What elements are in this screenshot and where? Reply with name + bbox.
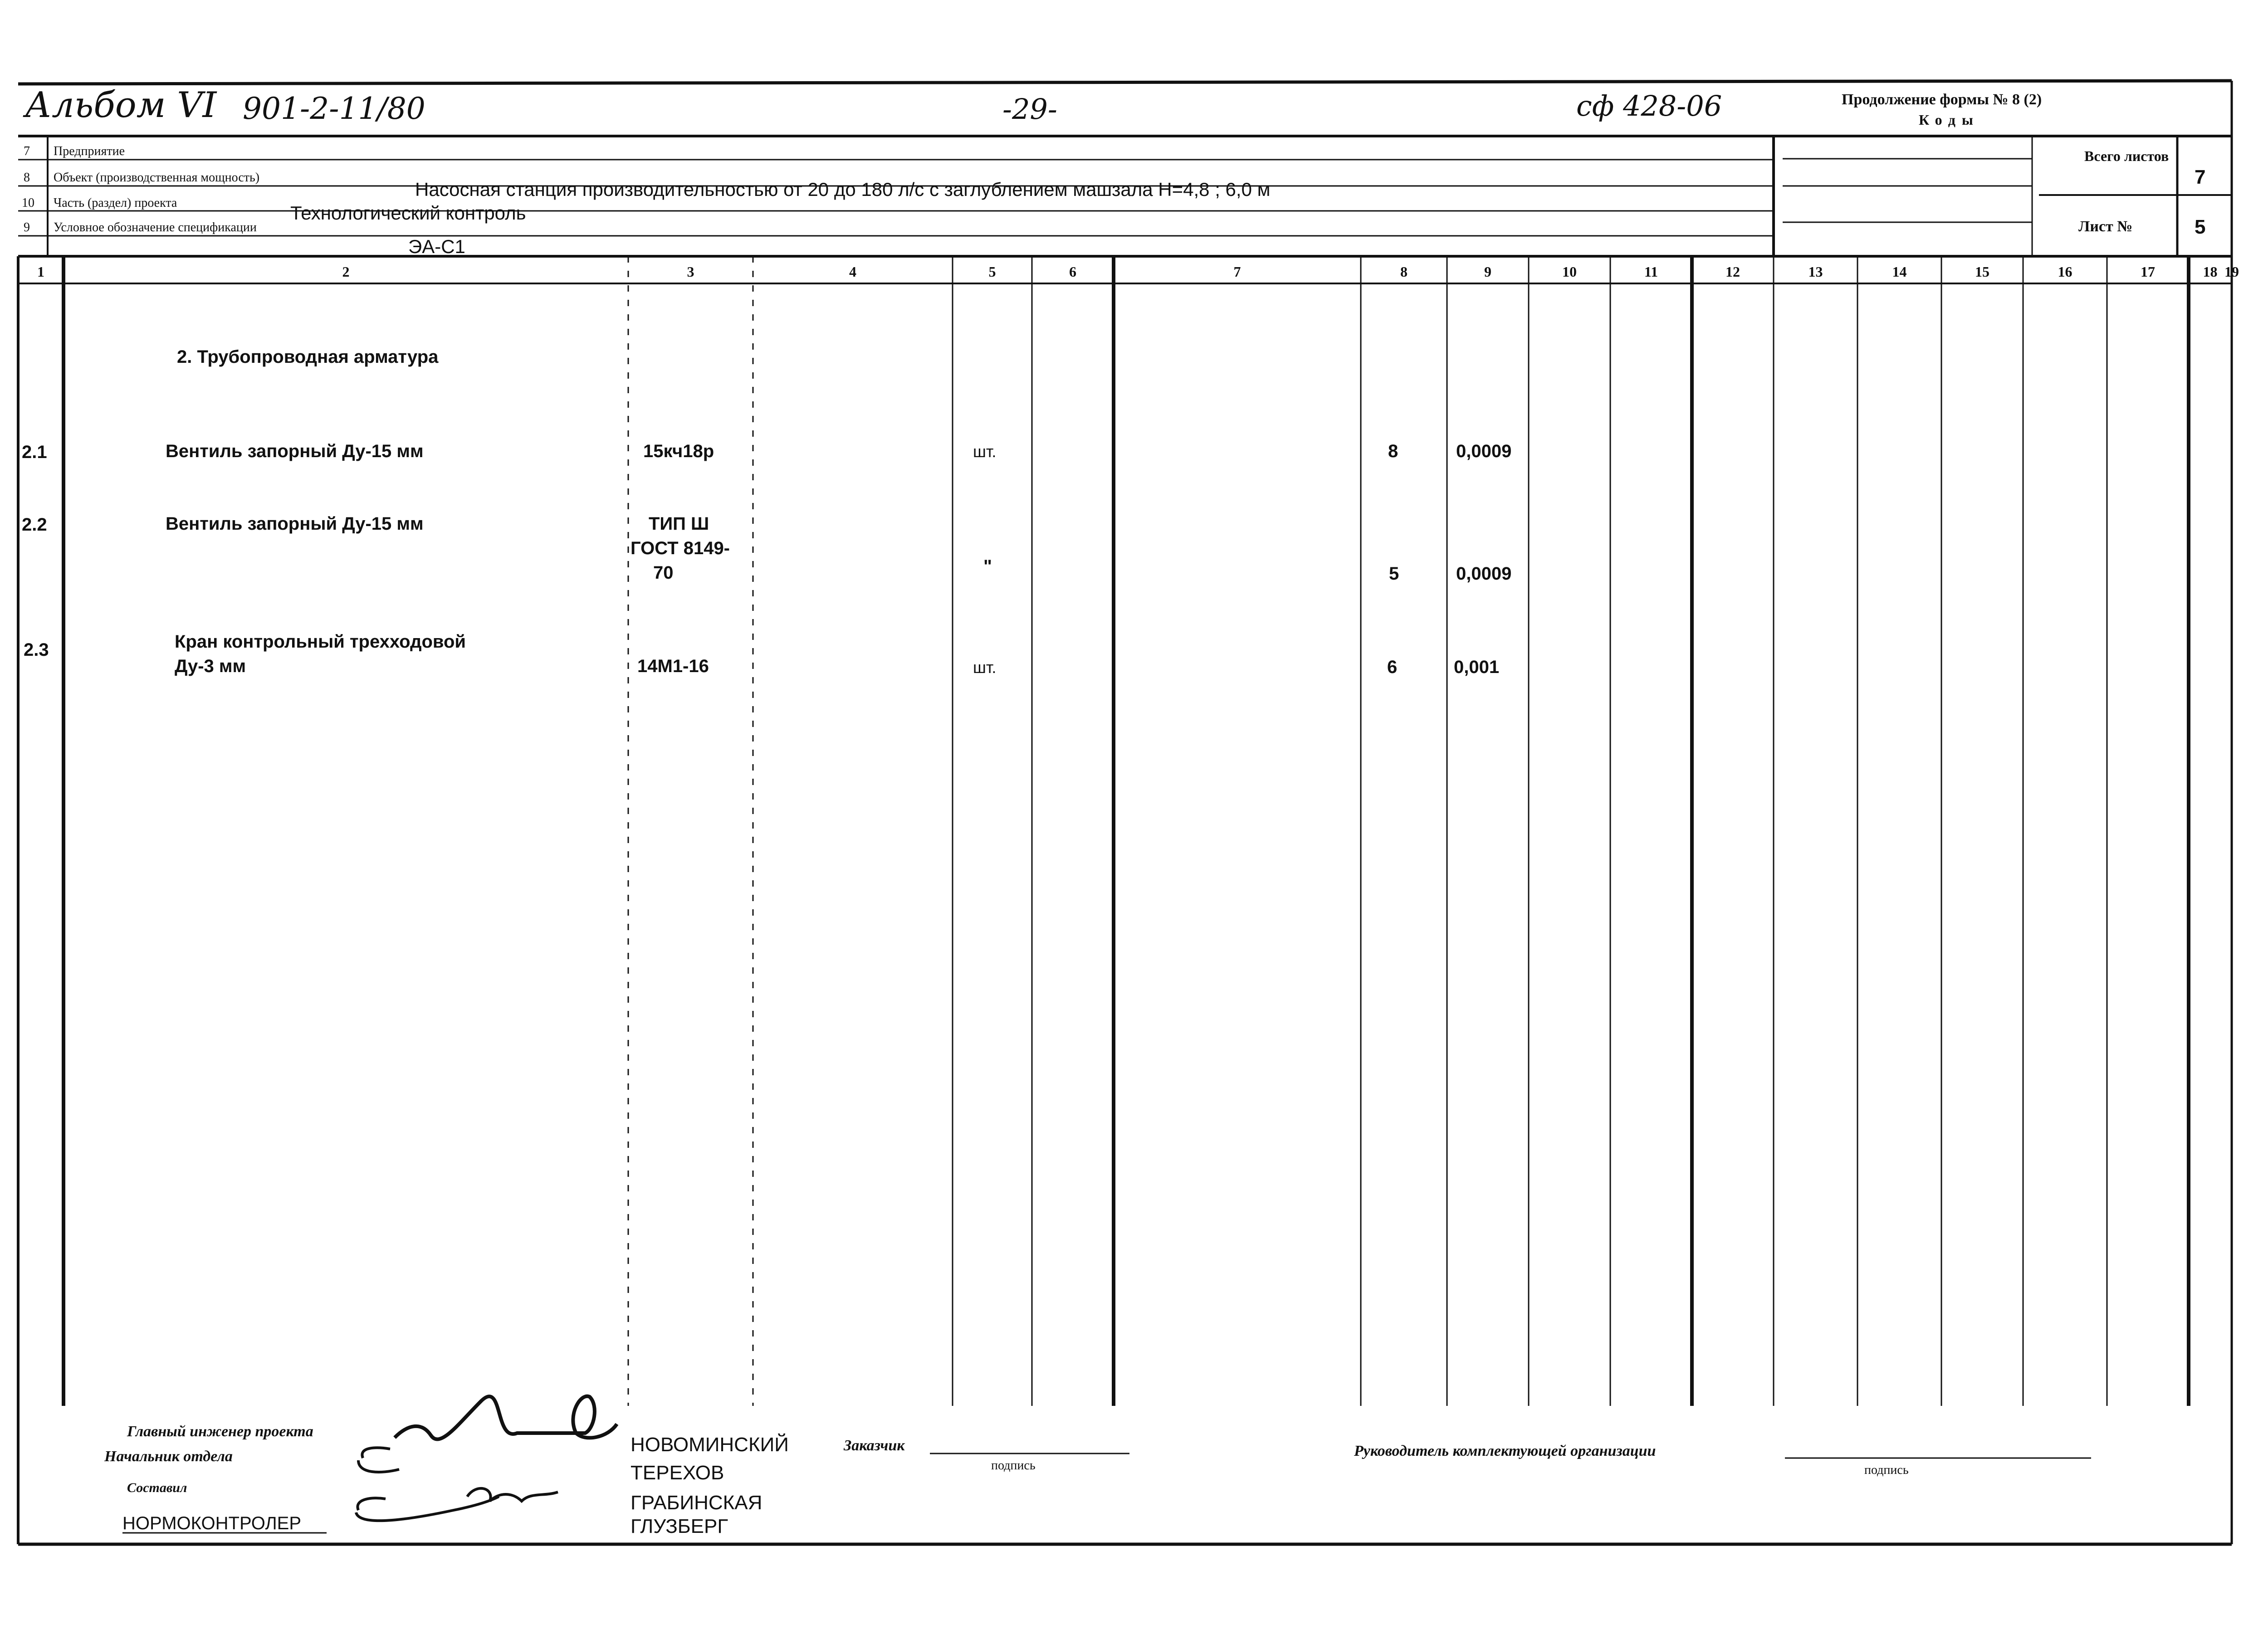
column-number: 9 <box>1484 263 1491 280</box>
item-quantity: 6 <box>1387 657 1398 677</box>
position-number: 2.2 <box>22 515 47 535</box>
spec-body <box>22 347 1511 677</box>
table-row <box>24 632 1499 677</box>
title-block <box>23 85 2042 128</box>
item-name: Вентиль запорный Ду-15 мм <box>166 514 424 534</box>
column-number: 10 <box>1562 263 1577 280</box>
meta-row-num: 7 <box>24 144 30 158</box>
signature-block <box>104 1396 2091 1537</box>
supplier-signature-caption: подпись <box>1864 1463 1909 1477</box>
sheet-no-label: Лист № <box>2078 218 2133 235</box>
signature-caption: подпись <box>991 1458 1036 1473</box>
project-part-value: Технологический контроль <box>290 202 526 224</box>
signer-name: НОВОМИНСКИЙ <box>631 1434 789 1456</box>
object-value: Насосная станция производительностью от 20 до 180 л/с с заглублением машзала Н=4,8 ; 6,0 м <box>415 179 1271 200</box>
total-sheets-value: 7 <box>2195 166 2206 188</box>
item-unit: шт. <box>973 658 997 677</box>
item-type: ГОСТ 8149- <box>631 538 730 558</box>
item-quantity: 5 <box>1389 564 1399 584</box>
signer-name: ГЛУЗБЕРГ <box>631 1515 728 1537</box>
signature-mark <box>358 1448 399 1472</box>
item-type: 14М1-16 <box>637 656 709 676</box>
column-number: 8 <box>1400 263 1408 280</box>
norm-controller-label: НОРМОКОНТРОЛЕР <box>122 1513 302 1533</box>
signature-mark <box>467 1488 558 1501</box>
column-number: 1 <box>37 263 44 280</box>
meta-row-num: 10 <box>22 196 34 210</box>
table-row <box>22 514 1511 584</box>
column-number: 15 <box>1975 263 1989 280</box>
column-number: 19 <box>2224 263 2239 280</box>
project-code: 901-2-11/80 <box>243 91 425 126</box>
item-name: Кран контрольный трехходовой <box>175 632 466 652</box>
column-number: 11 <box>1644 263 1658 280</box>
column-number: 13 <box>1808 263 1823 280</box>
meta-row-num: 9 <box>24 220 30 234</box>
project-part-label: Часть (раздел) проекта <box>54 196 177 210</box>
page-number: -29- <box>1002 93 1057 126</box>
sheet-code: сф 428-06 <box>1576 89 1722 122</box>
item-type: ТИП Ш <box>649 514 709 534</box>
column-number: 6 <box>1069 263 1076 280</box>
item-mass: 0,0009 <box>1456 564 1512 584</box>
meta-row-num: 8 <box>24 171 30 185</box>
table-row <box>22 441 1511 462</box>
item-name: Ду-3 мм <box>175 656 246 676</box>
column-number: 17 <box>2141 263 2155 280</box>
signer-name: ГРАБИНСКАЯ <box>631 1492 763 1514</box>
item-type: 70 <box>653 563 674 583</box>
column-number: 2 <box>342 263 350 280</box>
signature-mark <box>395 1396 617 1439</box>
column-number-row <box>37 263 2239 280</box>
enterprise-label: Предприятие <box>54 144 125 158</box>
item-unit: " <box>983 556 992 576</box>
item-type: 15кч18р <box>643 441 714 461</box>
item-mass: 0,0009 <box>1456 441 1512 461</box>
item-quantity: 8 <box>1388 441 1398 461</box>
meta-block <box>18 136 2232 257</box>
spec-designation-label: Условное обозначение спецификации <box>54 220 257 234</box>
column-number: 4 <box>849 263 856 280</box>
section-title: 2. Трубопроводная арматура <box>177 347 439 367</box>
codes-label: Коды <box>1919 112 1980 128</box>
item-name: Вентиль запорный Ду-15 мм <box>166 441 424 461</box>
column-number: 14 <box>1892 263 1907 280</box>
chief-engineer-label: Главный инженер проекта <box>127 1423 313 1440</box>
column-number: 3 <box>687 263 694 280</box>
item-unit: шт. <box>973 442 997 461</box>
compiled-label: Составил <box>127 1480 187 1495</box>
position-number: 2.3 <box>24 640 49 660</box>
sheet-no-value: 5 <box>2195 216 2206 238</box>
column-number: 12 <box>1725 263 1740 280</box>
column-number: 7 <box>1233 263 1241 280</box>
object-label: Объект (производственная мощность) <box>54 171 260 185</box>
signature-mark <box>356 1497 499 1521</box>
dept-head-label: Начальник отдела <box>104 1448 233 1465</box>
album-label: Альбом VI <box>25 85 217 126</box>
form-title: Продолжение формы № 8 (2) <box>1842 91 2042 108</box>
signer-name: ТЕРЕХОВ <box>631 1462 724 1484</box>
supplier-head-label: Руководитель комплектующей организации <box>1354 1443 1656 1459</box>
column-number: 5 <box>988 263 996 280</box>
customer-label: Заказчик <box>844 1437 905 1454</box>
item-mass: 0,001 <box>1454 657 1500 677</box>
total-sheets-label: Всего листов <box>2084 148 2169 164</box>
column-number: 16 <box>2058 263 2072 280</box>
column-number: 18 <box>2203 263 2218 280</box>
position-number: 2.1 <box>22 442 47 462</box>
spec-designation-value: ЭА-С1 <box>408 236 465 257</box>
